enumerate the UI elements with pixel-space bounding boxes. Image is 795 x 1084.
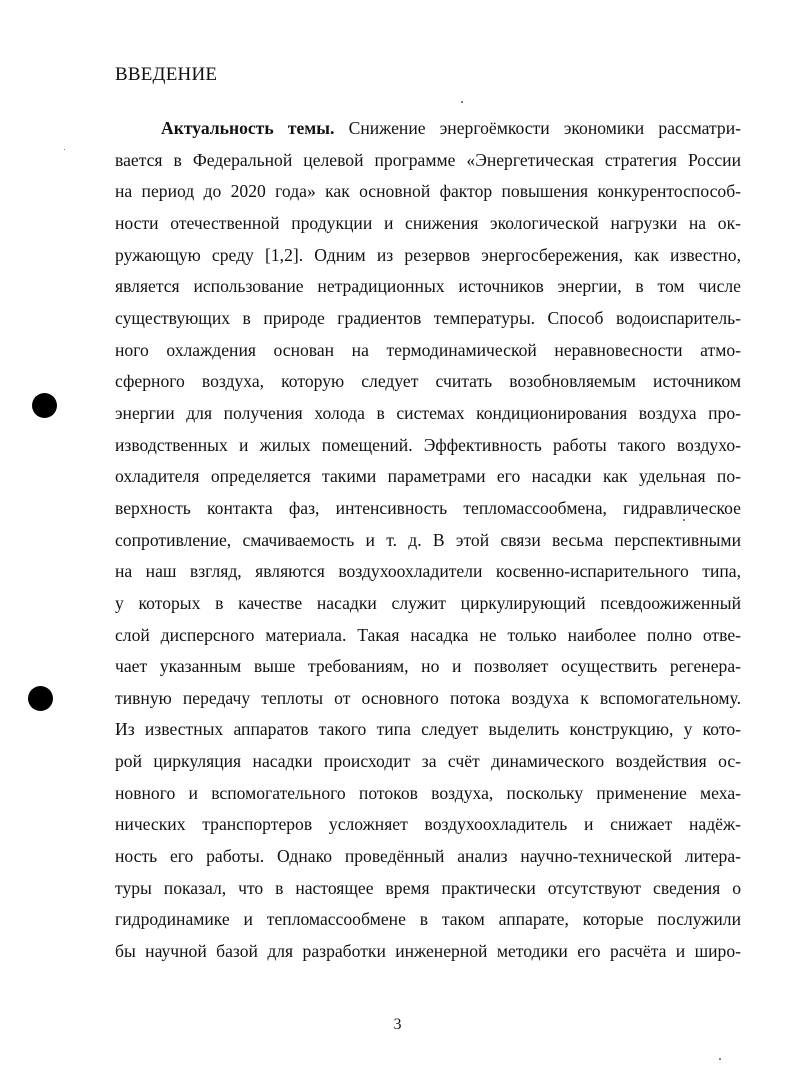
paragraph-line: сферного воздуха, которую следует считать возобновляемым источником (115, 371, 741, 392)
paragraph-line: верхность контакта фаз, интенсивность тепломассообмена, гидравлическое (115, 497, 741, 518)
paragraph-line: изводственных и жилых помещений. Эффективность работы такого воздухо- (115, 434, 741, 455)
scan-speck (461, 101, 463, 103)
page-number: 3 (393, 1016, 402, 1033)
paragraph-line: ружающую среду [1,2]. Одним из резервов энергосбережения, как известно, (115, 244, 741, 265)
paragraph-line: рой циркуляция насадки происходит за счёт динамического воздействия ос- (115, 751, 741, 772)
paragraph-line: бы научной базой для разработки инженерной методики его расчёта и широ- (115, 941, 741, 962)
paragraph-line: энергии для получения холода в системах кондиционирования воздуха про- (115, 402, 741, 423)
topic-relevance-lead: Актуальность темы. (161, 118, 335, 138)
punch-hole-top (32, 393, 57, 418)
paragraph-line: существующих в природе градиентов температуры. Способ водоиспаритель- (115, 307, 741, 328)
paragraph-line: сопротивление, смачиваемость и т. д. В этой связи весьма перспективными (115, 529, 741, 550)
punch-hole-bottom (28, 686, 53, 711)
paragraph-line: ного охлаждения основан на термодинамической неравновесности атмо- (115, 339, 741, 360)
paragraph-line: туры показал, что в настоящее время практически отсутствуют сведения о (115, 877, 741, 898)
paragraph-line: охладителя определяется такими параметрами его насадки как удельная по- (115, 466, 741, 487)
paragraph-line: является использование нетрадиционных источников энергии, в том числе (115, 276, 741, 297)
paragraph-line: нических транспортеров усложняет воздухоохладитель и снижает надёж- (115, 814, 741, 835)
section-heading: ВВЕДЕНИЕ (115, 64, 218, 85)
paragraph-line: гидродинамике и тепломассообмене в таком аппарате, которые послужили (115, 909, 741, 930)
paragraph-line: слой дисперсного материала. Такая насадка не только наиболее полно отве- (115, 624, 741, 645)
paragraph-line: на наш взгляд, являются воздухоохладители косвенно-испарительного типа, (115, 561, 741, 582)
paragraph-line: на период до 2020 года» как основной фактор повышения конкурентоспособ- (115, 181, 741, 202)
paragraph-line: Из известных аппаратов такого типа следует выделить конструкцию, у кото- (115, 719, 741, 740)
scan-speck (64, 149, 65, 150)
paragraph-line: ности отечественной продукции и снижения экологической нагрузки на ок- (115, 212, 741, 233)
paragraph-line: вается в Федеральной целевой программе «Энергетическая стратегия России (115, 149, 741, 170)
scan-speck (719, 1058, 721, 1060)
paragraph-line: Актуальность темы. Снижение энергоёмкости экономики рассматри- (161, 118, 741, 138)
paragraph-line: новного и вспомогательного потоков воздуха, поскольку применение меха- (115, 782, 741, 803)
body-paragraph (115, 113, 741, 968)
paragraph-line: тивную передачу теплоты от основного потока воздуха к вспомогательному. (115, 687, 741, 708)
paragraph-line: чает указанным выше требованиям, но и позволяет осуществить регенера- (115, 656, 741, 677)
paragraph-line: у которых в качестве насадки служит циркулирующий псевдоожиженный (115, 592, 741, 613)
paragraph-line: ность его работы. Однако проведённый анализ научно-технической литера- (115, 846, 741, 867)
